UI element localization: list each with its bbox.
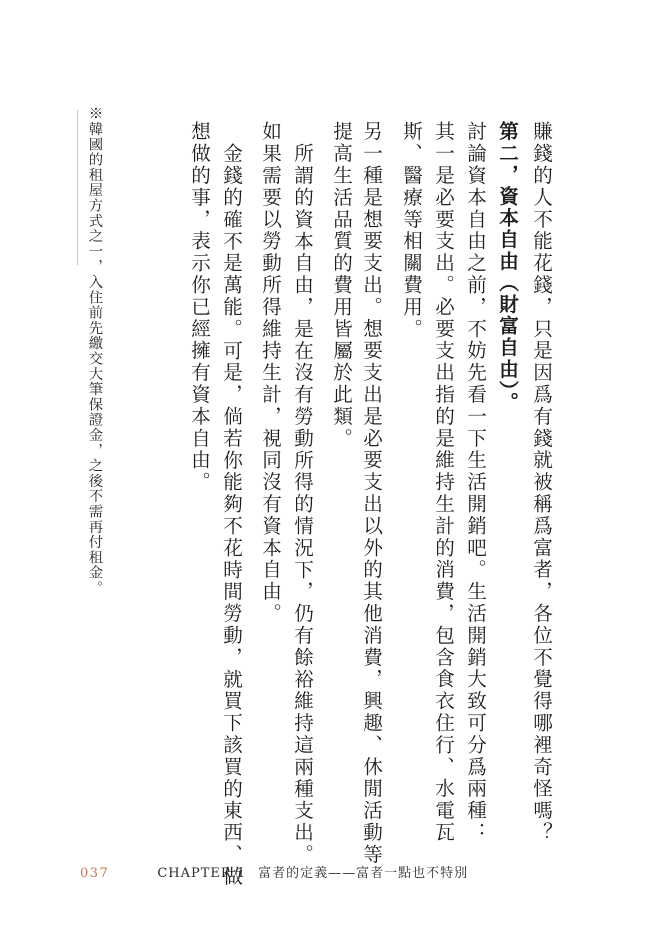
body-column-4: 其一是必要支出。必要支出指的是維持生計的消費，包含食衣住行、水電瓦 [431, 121, 455, 844]
footnote-divider [77, 110, 78, 265]
footnote: ※韓國的租屋方式之一，入住前先繳交大筆保證金，之後不需再付租金。 [86, 106, 103, 596]
body-column-5: 斯、醫療等相關費用。 [399, 121, 423, 340]
chapter-title: 富者的定義——富者一點也不特別 [258, 866, 469, 881]
section-heading: 第二，資本自由（財富自由）。 [495, 121, 519, 414]
body-column-7: 提高生活品質的費用皆屬於此類。 [329, 121, 353, 450]
body-column-3: 討論資本自由之前，不妨先看一下生活開銷吧。生活開銷大致可分爲兩種： [463, 121, 487, 844]
body-column-1: 賺錢的人不能花錢，只是因爲有錢就被稱爲富者，各位不覺得哪裡奇怪嗎？ [529, 121, 553, 844]
chapter-label: CHAPTER 1 [157, 866, 247, 881]
page-number: 037 [80, 866, 110, 881]
body-column-8: 所謂的資本自由，是在沒有勞動所得的情況下，仍有餘裕維持這兩種支出。 [290, 143, 314, 866]
body-column-11: 想做的事，表示你已經擁有資本自由。 [187, 121, 211, 494]
body-column-10: 金錢的確不是萬能。可是，倘若你能夠不花時間勞動，就買下該買的東西、做 [219, 143, 243, 888]
body-column-9: 如果需要以勞動所得維持生計，視同沒有資本自由。 [258, 121, 282, 625]
page-footer [80, 862, 468, 881]
body-column-6: 另一種是想要支出。想要支出是必要支出以外的其他消費，興趣、休閒活動等 [359, 121, 383, 866]
